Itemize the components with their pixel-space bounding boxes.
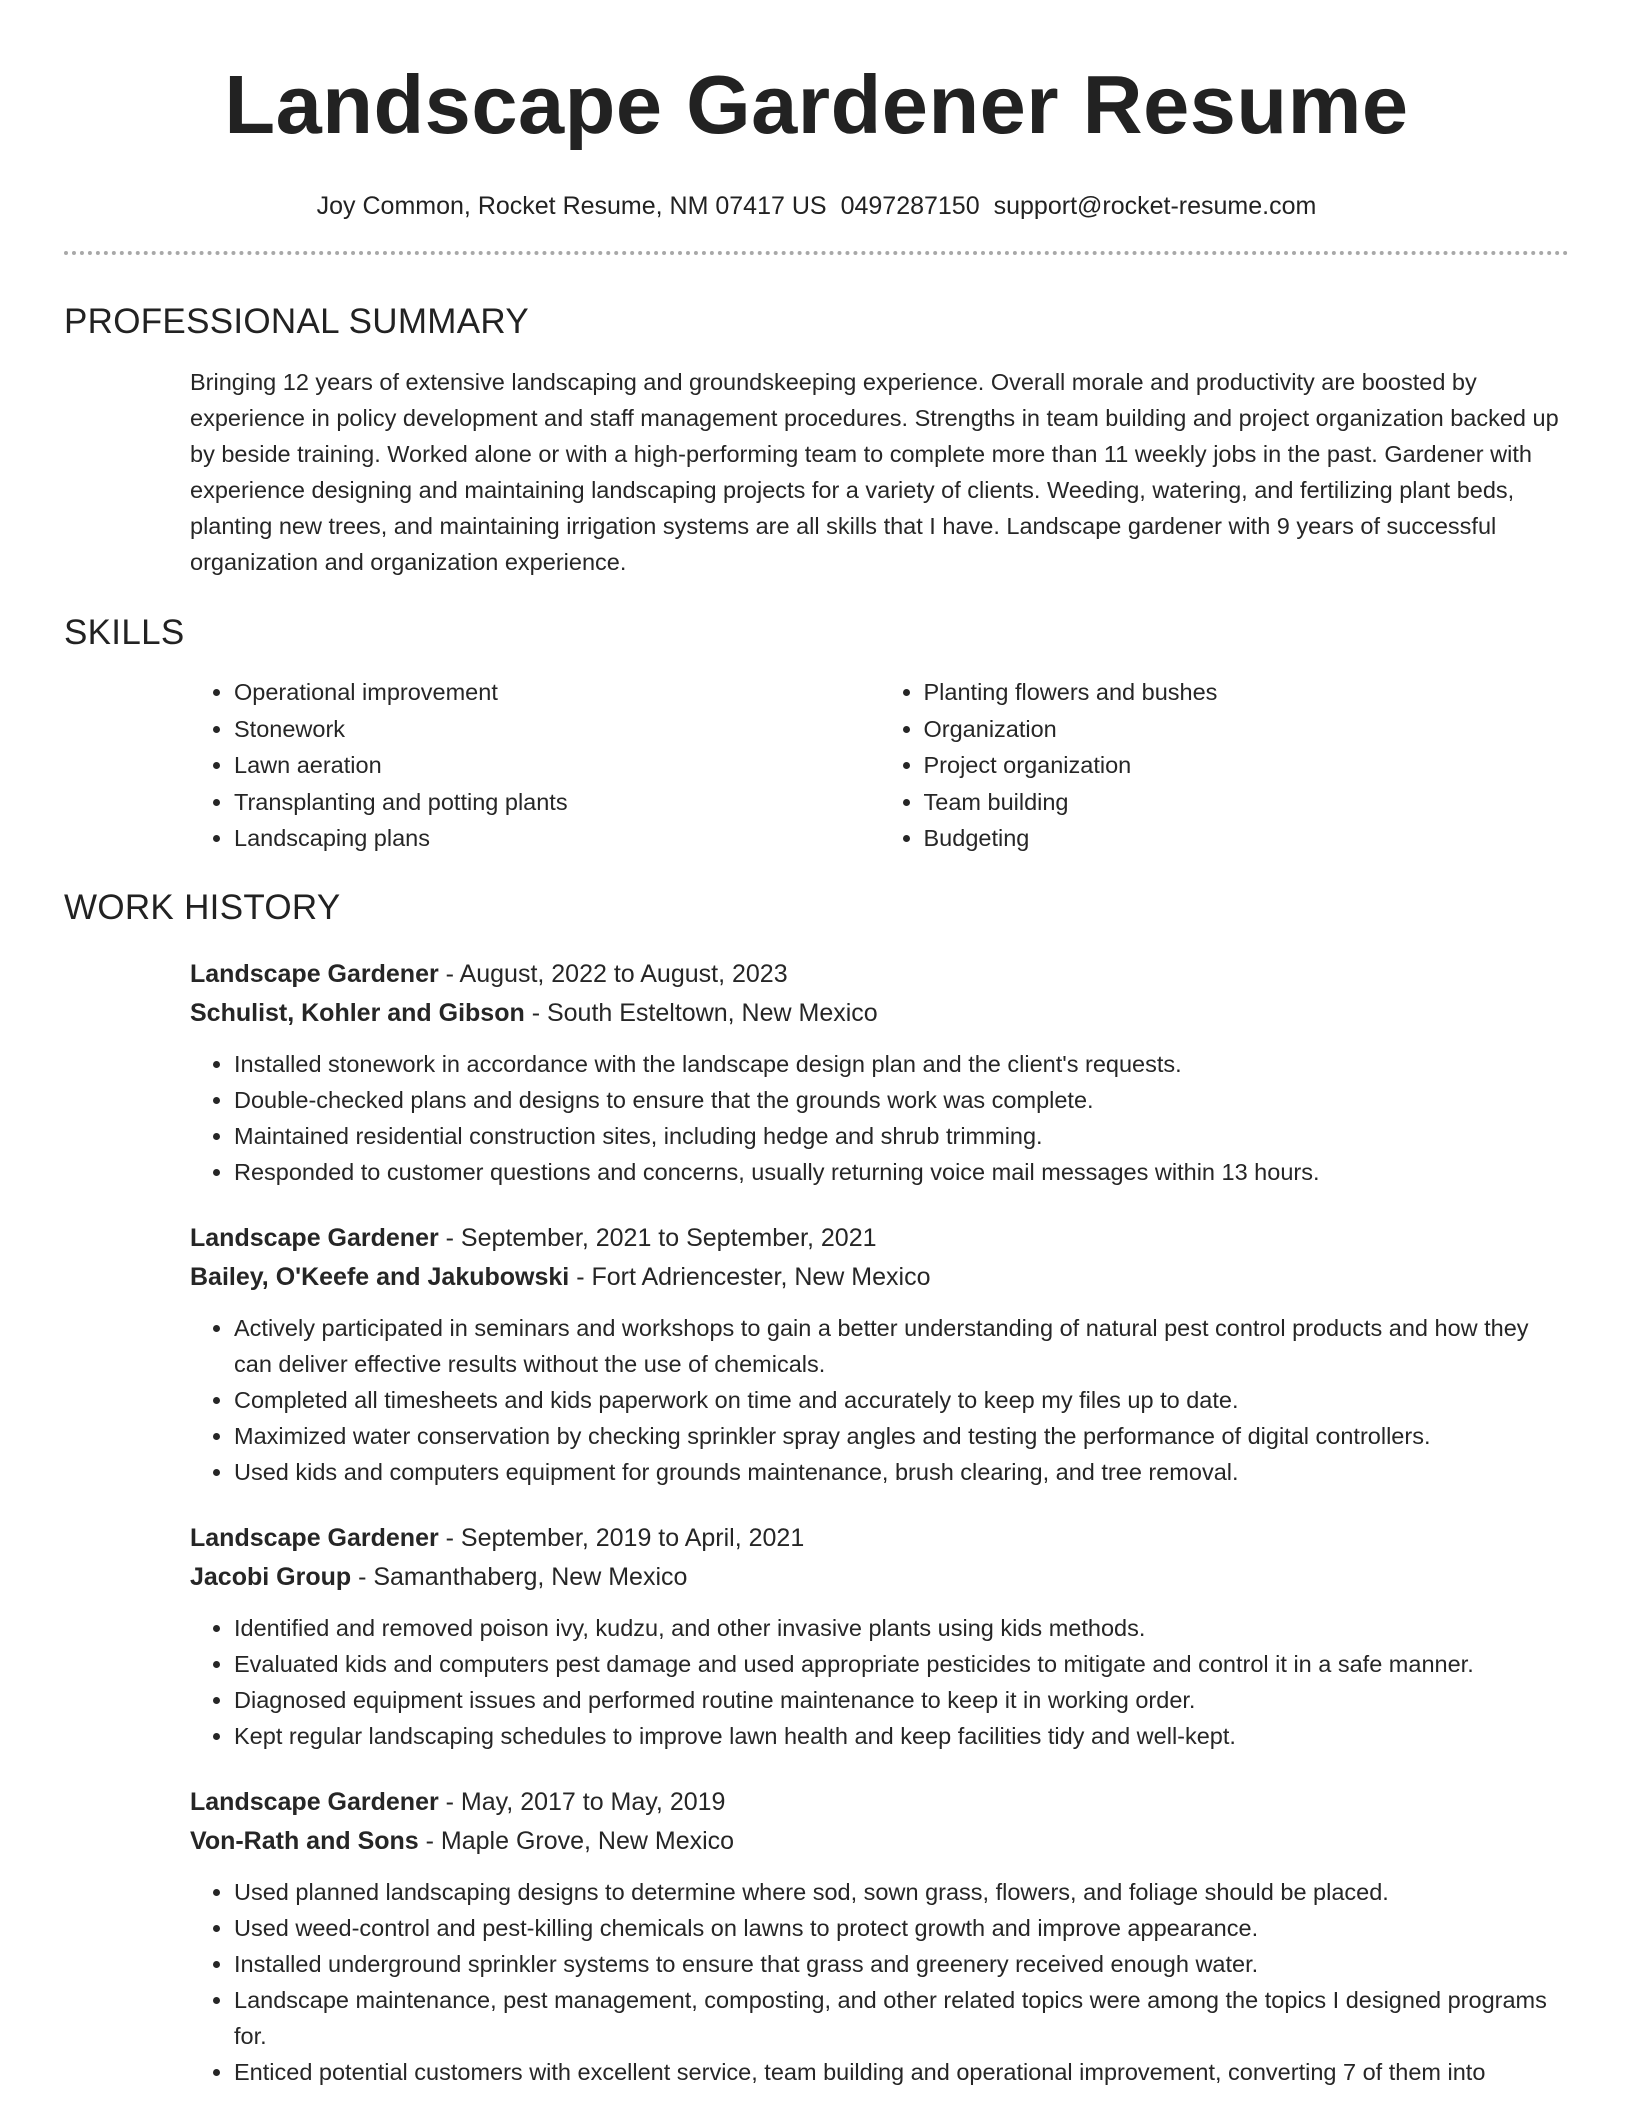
header-divider: [64, 251, 1569, 255]
job-title: Landscape Gardener: [190, 1523, 439, 1552]
job-company: Von-Rath and Sons: [190, 1826, 419, 1855]
job-location: - Maple Grove, New Mexico: [418, 1826, 735, 1855]
job-entry: [64, 1219, 1569, 1490]
job-bullet: • Used weed-control and pest-killing chemicals on lawns to protect growth and improve appearance.: [234, 1910, 1569, 1946]
job-dates: - August, 2022 to August, 2023: [438, 959, 788, 988]
job-dates: - September, 2019 to April, 2021: [438, 1523, 805, 1552]
job-title: Landscape Gardener: [190, 1223, 439, 1252]
section-title-work-history: WORK HISTORY: [64, 887, 341, 927]
job-entry: [64, 1519, 1569, 1754]
job-bullets: [190, 1610, 1569, 1754]
job-entry: [64, 955, 1569, 1190]
job-company-line: [190, 1258, 1569, 1297]
job-bullet: • Double-checked plans and designs to ensure that the grounds work was complete.: [234, 1082, 1569, 1118]
job-bullet: • Maintained residential construction sites, including hedge and shrub trimming.: [234, 1118, 1569, 1154]
job-bullet: • Landscape maintenance, pest management, composting, and other related topics were among the topics I designed programs for.: [234, 1982, 1569, 2054]
job-bullet: • Actively participated in seminars and workshops to gain a better understanding of natural pest control products and how they can deliver effective results without the use of chemicals.: [234, 1310, 1569, 1382]
page-title: Landscape Gardener Resume: [224, 58, 1409, 151]
skill-item: • Operational improvement: [234, 674, 880, 711]
job-bullet: • Responded to customer questions and concerns, usually returning voice mail messages within 13 hours.: [234, 1154, 1569, 1190]
skill-item: • Budgeting: [924, 820, 1570, 857]
job-bullet: • Evaluated kids and computers pest damage and used appropriate pesticides to mitigate and control it in a safe manner.: [234, 1646, 1569, 1682]
job-dates: - May, 2017 to May, 2019: [438, 1787, 726, 1816]
job-bullet: • Installed stonework in accordance with the landscape design plan and the client's requests.: [234, 1046, 1569, 1082]
job-company: Jacobi Group: [190, 1562, 352, 1591]
skills-column-right: [880, 674, 1570, 857]
job-bullet: • Used kids and computers equipment for grounds maintenance, brush clearing, and tree removal.: [234, 1454, 1569, 1490]
job-location: - Fort Adriencester, New Mexico: [569, 1262, 931, 1291]
job-title: Landscape Gardener: [190, 959, 439, 988]
job-bullet: • Enticed potential customers with excellent service, team building and operational improvement, converting 7 of them into: [234, 2054, 1569, 2090]
job-entry: [64, 1783, 1569, 2090]
skill-item: • Lawn aeration: [234, 747, 880, 784]
skill-item: • Organization: [924, 711, 1570, 748]
job-location: - Samanthaberg, New Mexico: [351, 1562, 688, 1591]
job-bullet: • Used planned landscaping designs to determine where sod, sown grass, flowers, and foliage should be placed.: [234, 1874, 1569, 1910]
job-company: Schulist, Kohler and Gibson: [190, 998, 525, 1027]
job-dates: - September, 2021 to September, 2021: [438, 1223, 877, 1252]
skills-column-left: [190, 674, 880, 857]
job-bullet: • Completed all timesheets and kids paperwork on time and accurately to keep my files up to date.: [234, 1382, 1569, 1418]
job-title-line: [190, 1783, 1569, 1822]
skill-item: • Landscaping plans: [234, 820, 880, 857]
job-bullet: • Kept regular landscaping schedules to improve lawn health and keep facilities tidy and well-kept.: [234, 1718, 1569, 1754]
job-title-line: [190, 955, 1569, 994]
skill-item: • Project organization: [924, 747, 1570, 784]
job-company: Bailey, O'Keefe and Jakubowski: [190, 1262, 570, 1291]
job-bullet: • Maximized water conservation by checking sprinkler spray angles and testing the performance of digital controllers.: [234, 1418, 1569, 1454]
job-title: Landscape Gardener: [190, 1787, 439, 1816]
contact-phone: 0497287150: [840, 192, 980, 220]
job-company-line: [190, 1822, 1569, 1861]
job-company-line: [190, 994, 1569, 1033]
contact-info: [64, 191, 1569, 221]
skill-item: • Stonework: [234, 711, 880, 748]
job-bullets: [190, 1046, 1569, 1190]
job-company-line: [190, 1558, 1569, 1597]
skill-item: • Team building: [924, 784, 1570, 821]
skill-item: • Transplanting and potting plants: [234, 784, 880, 821]
job-location: - South Esteltown, New Mexico: [524, 998, 878, 1027]
contact-address: Joy Common, Rocket Resume, NM 07417 US: [316, 192, 827, 220]
section-title-skills: SKILLS: [64, 613, 185, 652]
job-title-line: [190, 1219, 1569, 1258]
skills-list: [64, 674, 1569, 857]
job-bullet: • Diagnosed equipment issues and performed routine maintenance to keep it in working order.: [234, 1682, 1569, 1718]
job-bullets: [190, 1874, 1569, 2090]
job-bullet: • Identified and removed poison ivy, kudzu, and other invasive plants using kids methods.: [234, 1610, 1569, 1646]
job-bullet: • Installed underground sprinkler systems to ensure that grass and greenery received enough water.: [234, 1946, 1569, 1982]
skill-item: • Planting flowers and bushes: [924, 674, 1570, 711]
job-bullets: [190, 1310, 1569, 1490]
contact-email[interactable]: support@rocket-resume.com: [993, 192, 1317, 220]
job-title-line: [190, 1519, 1569, 1558]
section-title-summary: PROFESSIONAL SUMMARY: [64, 302, 529, 341]
summary-text: Bringing 12 years of extensive landscaping and groundskeeping experience. Overall morale and productivity are boosted by experience in policy development and staff management procedures. Strengths in team building and project organization backed up by beside training. Worked alone or with a high-performing team to complete more than 11 weekly jobs in the past. Gardener with experience designing and maintaining landscaping projects for a variety of clients. Weeding, watering, and fertilizing plant beds, planting new trees, and maintaining irrigation systems are all skills that I have. Landscape gardener with 9 years of successful organization and organization experience.: [190, 369, 1559, 575]
